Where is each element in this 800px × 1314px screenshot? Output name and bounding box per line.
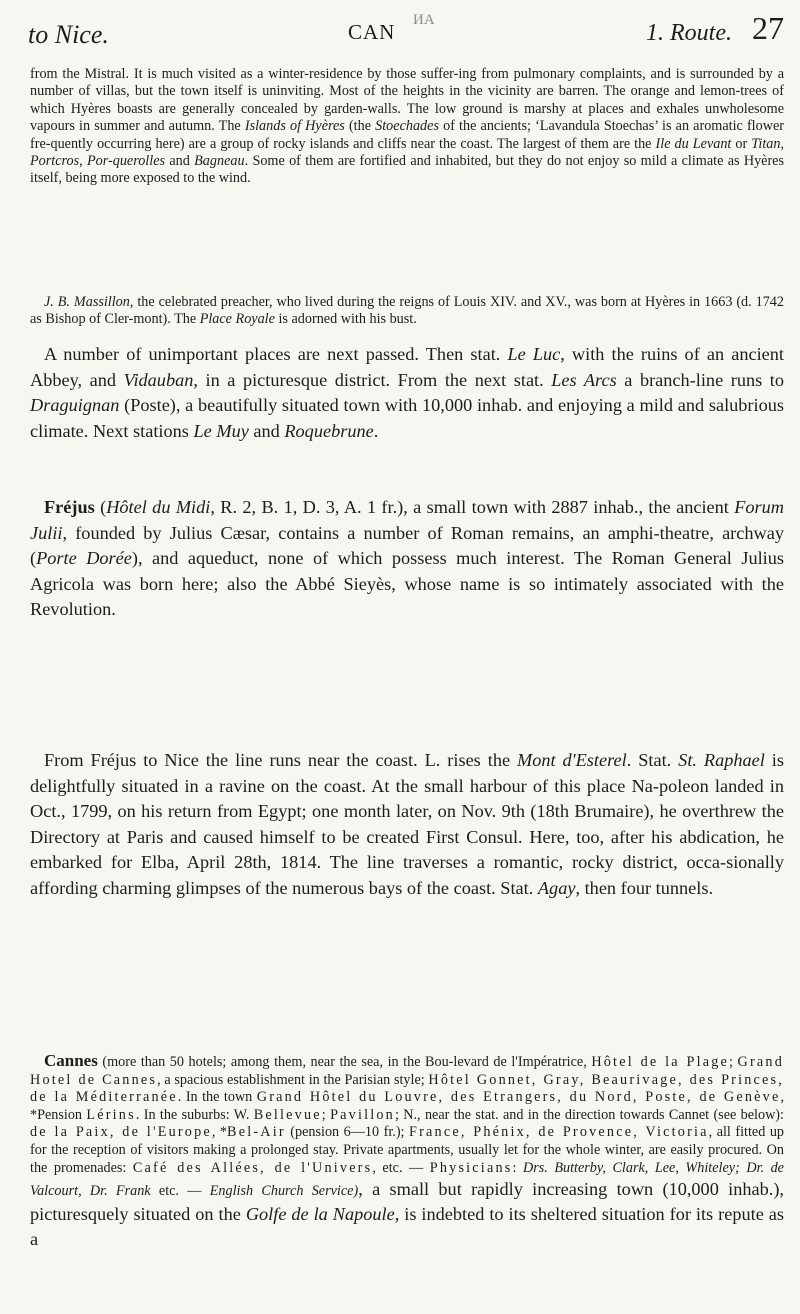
term-st-raphael: St. Raphael	[678, 750, 765, 770]
header-chapter-title: to Nice.	[28, 20, 109, 49]
text-run: , a spacious establishment in the Parisian style;	[157, 1071, 429, 1088]
text-run: ,	[780, 135, 785, 152]
term-le-luc: Le Luc	[507, 344, 561, 364]
text-run: , the celebrated preacher, who lived during the reigns of Louis XIV. and XV., was born at Hyères in 1663 (d. 1742 as Bishop of Cler-mont). The	[30, 294, 784, 328]
text-run: (the	[344, 118, 376, 135]
text-run: is delightfully situated in a ravine on the coast. At the small harbour of this place Na-poleon landed in Oct., 1799, on his return from Egypt; one month later, on Nov. 9th (18th Brumaire), he overthrew the Directory at Paris and caused himself to be created First Consul. Here, too, after his abdication, he embarked for Elba, April 28th, 1814. The line traverses a romantic, rocky district, occa-sionally affording charming glimpses of the numerous bays of the coast. Stat.	[30, 750, 784, 898]
text-run: or	[731, 135, 752, 152]
paragraph-hyeres	[30, 66, 784, 188]
text-run: and	[248, 420, 285, 441]
running-header	[18, 10, 786, 56]
header-library-stamp: CAN	[348, 20, 396, 44]
text-run: . In the suburbs: W.	[135, 1106, 254, 1123]
term-forum-julii: Forum Julii	[30, 497, 784, 543]
term-porquerolles: Por-querolles	[87, 153, 166, 170]
term-porte-doree: Porte Dorée	[36, 548, 132, 569]
hotel-name: Pavillon	[330, 1106, 395, 1123]
text-run: ;	[321, 1106, 331, 1123]
text-run: (pension 6—10 fr.);	[285, 1124, 410, 1141]
term-hotel-du-midi: Hôtel du Midi	[106, 497, 211, 517]
term-stoechades: Stoechades	[375, 118, 439, 135]
heading-frejus: Fréjus	[44, 497, 95, 517]
text-run: , all fitted up for the reception of visitors making a prolonged stay. Private apartments, usually let for the whole winter, are easily procured. On the promenades:	[30, 1124, 785, 1176]
text-run: . Some of them are fortified and inhabited, but they do not enjoy so mild a climate as Hyères itself, being more exposed to the wind.	[30, 153, 785, 187]
term-titan: Titan	[751, 135, 781, 152]
text-run: (Poste), a beautifully situated town with 10,000 inhab. and enjoying a mild and salubrious climate. Next stations	[30, 395, 784, 441]
hotel-name: Lérins	[86, 1106, 136, 1123]
hotel-name: Grand Hotel de Cannes	[30, 1054, 784, 1088]
text-run: (more than 50 hotels; among them, near the sea, in the Bou-levard de l'Impératrice,	[97, 1054, 592, 1070]
term-islands: Islands of Hyères	[244, 118, 345, 135]
term-agay: Agay	[537, 877, 576, 898]
text-run: a branch-line runs to	[616, 369, 784, 390]
hotel-name: France, Phénix, de Provence, Victoria	[409, 1124, 709, 1141]
text-run: ,	[79, 153, 88, 170]
hotel-name: Hôtel Gonnet, Gray, Beaurivage, des Princes, de la Méditerranée	[30, 1071, 784, 1106]
header-route-label: 1. Route.	[646, 20, 732, 46]
heading-cannes: Cannes	[44, 1051, 98, 1070]
text-run: from the Mistral. It is much visited as a winter-residence by those suffer-ing from pulmonary complaints, and is surrounded by a number of villas, but the town itself is uninviting. Most of the heights in the vicinity are barren. The orange and lemon-trees of which Hyères boasts are generally concealed by garden-walls. The low ground is marshy at places and exhales unwholesome vapours in summer and autumn. The	[30, 66, 784, 135]
text-run: , then four tunnels.	[575, 877, 714, 898]
paragraph-frejus-to-nice	[30, 748, 784, 902]
term-place-royale: Place Royale	[199, 311, 275, 328]
term-golfe-de-la-napoule: Golfe de la Napoule	[245, 1204, 395, 1225]
page-number: 27	[752, 10, 784, 46]
term-roquebrune: Roquebrune	[284, 420, 374, 441]
text-run: and	[165, 153, 195, 170]
text-run: ; N., near the stat. and in the direction towards Cannet (see below):	[394, 1106, 784, 1123]
text-run: , with the ruins of an ancient Abbey, and	[30, 344, 784, 390]
cafe-name: Café des Allées, de l'Univers	[132, 1159, 373, 1176]
text-run: A number of unimportant places are next passed. Then stat.	[44, 344, 508, 364]
term-vidauban: Vidauban	[123, 369, 194, 390]
term-english-church: English Church Service)	[209, 1183, 359, 1200]
hotel-name: Bel-Air	[227, 1124, 286, 1141]
text-run: .	[373, 420, 379, 441]
paragraph-cannes	[30, 1052, 784, 1252]
term-les-arcs: Les Arcs	[551, 369, 617, 390]
physicians-label: Physicians	[429, 1159, 513, 1176]
paragraph-frejus	[30, 495, 784, 623]
text-run: is adorned with his bust.	[274, 311, 417, 328]
term-massillon: J. B. Massillon	[44, 294, 130, 310]
physicians-list: Drs. Butterby, Clark, Lee, Whiteley; Dr. de Valcourt, Dr. Frank	[30, 1159, 784, 1200]
header-faint-mark: ИА	[413, 12, 435, 28]
term-le-muy: Le Muy	[193, 420, 249, 441]
text-run: , founded by Julius Cæsar, contains a number of Roman remains, an amphi-theatre, archway (	[30, 522, 784, 569]
text-run: , a small but rapidly increasing town (10,000 inhab.), picturesquely situated on the	[30, 1179, 784, 1225]
text-run: (	[94, 497, 107, 517]
text-run: From Fréjus to Nice the line runs near the coast. L. rises the	[44, 750, 518, 770]
term-portcros: Portcros	[30, 153, 80, 170]
text-run: etc. —	[150, 1183, 210, 1200]
text-run: . Stat.	[626, 750, 679, 770]
term-bagneau: Bagneau	[194, 153, 245, 170]
text-run: of the ancients; ‘Lavandula Stoechas’ is an aromatic flower fre-quently occurring here) are a group of rocky islands and cliffs near the coast. The largest of them are the	[30, 118, 784, 152]
term-ile-du-levant: Ile du Levant	[655, 135, 732, 152]
text-run: ), and aqueduct, none of which possess much interest. The Roman General Julius Agricola was born here; also the Abbé Sieyès, whose name is so intimately associated with the Revolution.	[30, 548, 784, 620]
text-run: , *	[211, 1124, 228, 1141]
hotel-name: Hôtel de la Plage	[591, 1054, 730, 1070]
text-run: , R. 2, B. 1, D. 3, A. 1 fr.), a small town with 2887 inhab., the ancient	[210, 497, 735, 517]
text-run: :	[512, 1159, 523, 1176]
hotel-name: Bellevue	[253, 1106, 322, 1123]
hotel-name: Grand Hôtel du Louvre, des Etrangers, du Nord, Poste, de Genève	[256, 1089, 781, 1106]
text-run: , is indebted to its sheltered situation for its repute as a	[30, 1204, 784, 1250]
text-run: , in a picturesque district. From the next stat.	[193, 369, 552, 390]
text-run: . In the town	[177, 1089, 257, 1106]
paragraph-le-luc	[30, 342, 784, 444]
text-run: ;	[729, 1054, 738, 1070]
paragraph-massillon	[30, 294, 784, 329]
text-run: , *Pension	[30, 1089, 784, 1123]
hotel-name: de la Paix, de l'Europe	[30, 1124, 212, 1141]
text-run: , etc. —	[372, 1159, 430, 1176]
term-mont-esterel: Mont d'Esterel	[517, 750, 627, 770]
term-draguignan: Draguignan	[30, 395, 120, 416]
